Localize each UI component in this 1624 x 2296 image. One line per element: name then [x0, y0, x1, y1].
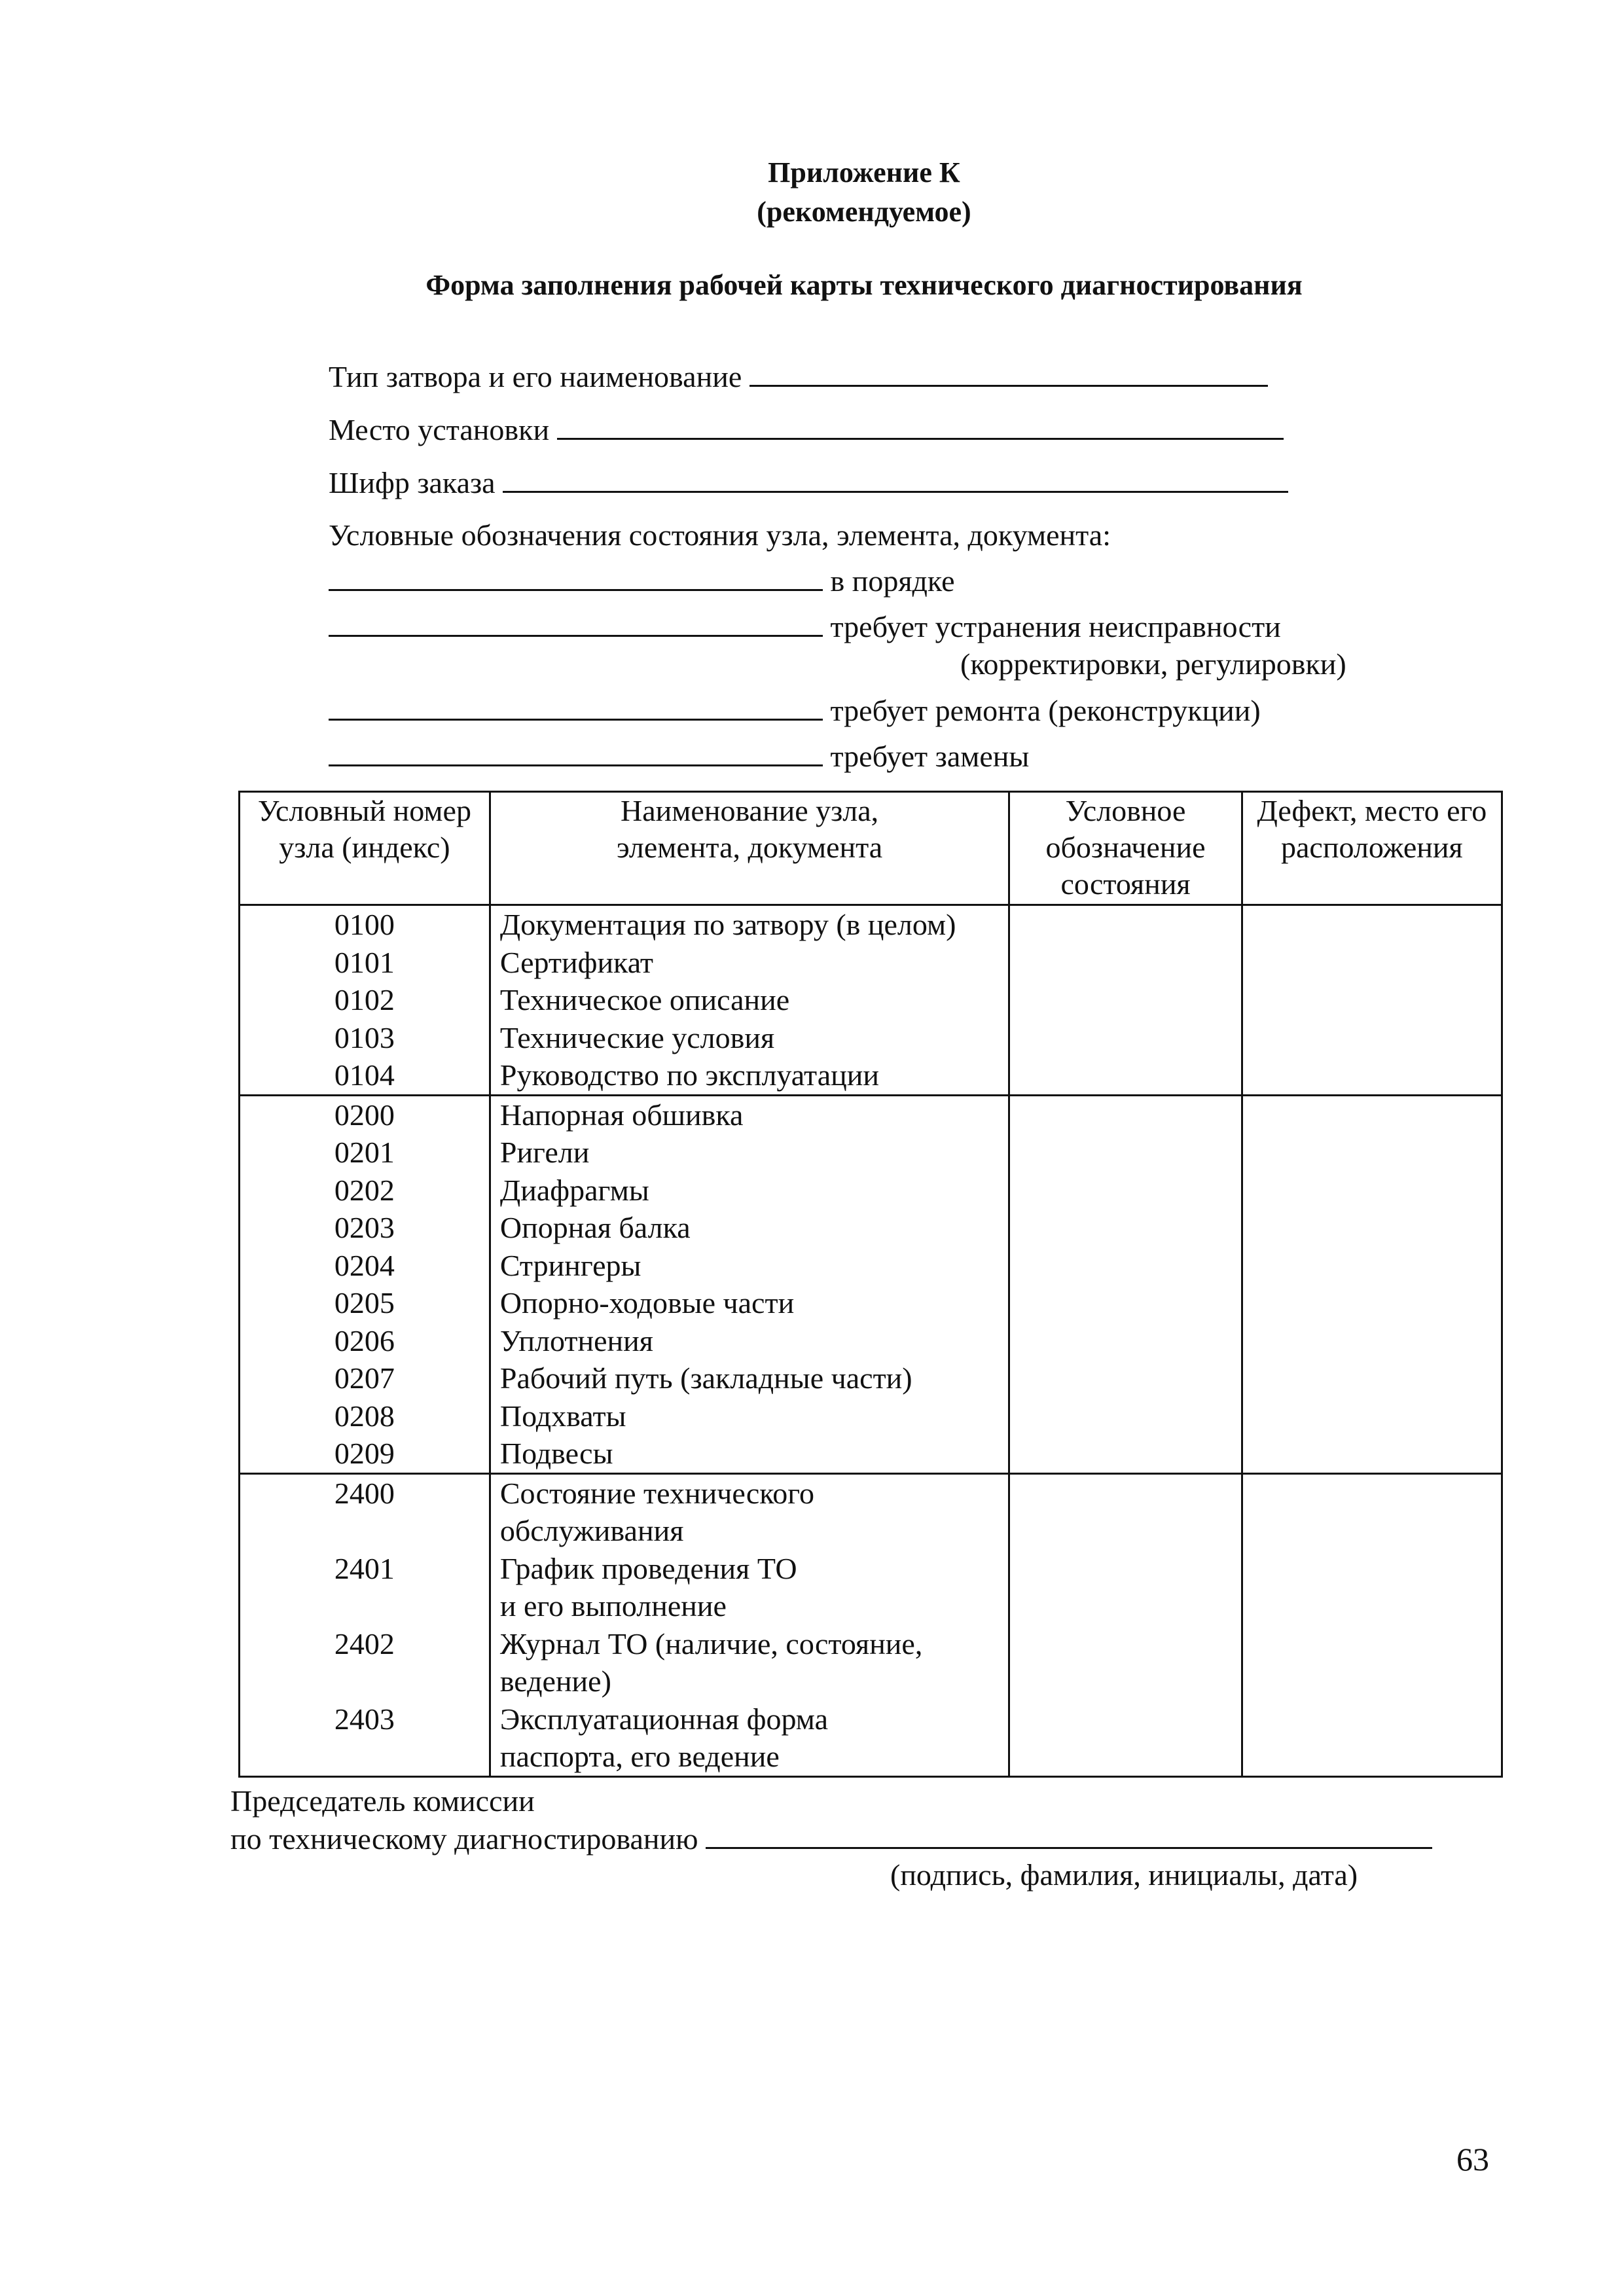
- header-state-line2: обозначение: [1045, 831, 1206, 864]
- location-field: [329, 412, 1284, 447]
- node-index: 0202: [334, 1173, 395, 1207]
- node-index: 0101: [334, 945, 395, 979]
- node-name: Руководство по эксплуатации: [499, 1058, 879, 1092]
- node-name: Напорная обшивка: [499, 1098, 744, 1132]
- node-index: 2403: [334, 1702, 395, 1736]
- node-index: 0209: [334, 1437, 395, 1470]
- node-name: и его выполнение: [499, 1589, 727, 1623]
- node-index-spacer: [240, 1662, 489, 1700]
- legend-text-repair: требует ремонта (реконструкции): [830, 694, 1261, 727]
- legend-text-fix: требует устранения неисправности: [830, 610, 1281, 643]
- name-cell: [490, 1095, 1009, 1473]
- order-code-label: Шифр заказа: [329, 466, 496, 499]
- header-name-line1: Наименование узла,: [621, 794, 879, 827]
- node-index: 0204: [334, 1248, 395, 1282]
- defect-cell[interactable]: [1242, 1473, 1502, 1776]
- node-index: 0200: [334, 1098, 395, 1132]
- node-index: 2401: [334, 1551, 395, 1585]
- legend-blank-ok[interactable]: [329, 563, 823, 591]
- header-name: [490, 792, 1009, 905]
- legend-note-fix: (корректировки, регулировки): [960, 647, 1346, 681]
- legend-item-ok: [329, 563, 955, 598]
- node-index: 2402: [334, 1626, 395, 1660]
- node-name: Подхваты: [499, 1399, 626, 1433]
- node-index: 0203: [334, 1211, 395, 1244]
- node-name: Сертификат: [499, 945, 654, 979]
- header-defect-line2: расположения: [1281, 831, 1463, 864]
- state-cell[interactable]: [1009, 905, 1242, 1096]
- header-index-line1: Условный номер: [257, 794, 471, 827]
- legend-title: Условные обозначения состояния узла, элемента, документа:: [329, 518, 1111, 552]
- table-group-row: [240, 1473, 1502, 1776]
- order-code-field: [329, 465, 1288, 500]
- index-cell: [240, 905, 490, 1096]
- state-cell[interactable]: [1009, 1473, 1242, 1776]
- state-cell[interactable]: [1009, 1095, 1242, 1473]
- name-cell: [490, 1473, 1009, 1776]
- header-name-line2: элемента, документа: [616, 831, 883, 864]
- node-index: 0206: [334, 1323, 395, 1357]
- legend-text-replace: требует замены: [830, 740, 1030, 773]
- order-code-blank[interactable]: [503, 465, 1288, 493]
- table-group-row: [240, 905, 1502, 1096]
- legend-text-ok: в порядке: [830, 564, 955, 598]
- legend-item-repair: [329, 692, 1261, 728]
- node-name: Технические условия: [499, 1020, 775, 1054]
- legend-blank-repair[interactable]: [329, 692, 823, 721]
- table-group-row: [240, 1095, 1502, 1473]
- header-index: [240, 792, 490, 905]
- node-name: Ригели: [499, 1136, 590, 1169]
- node-name: Документация по затвору (в целом): [499, 908, 956, 941]
- node-index: 0205: [334, 1286, 395, 1319]
- node-index: 0100: [334, 908, 395, 941]
- page-number: 63: [1456, 2141, 1489, 2178]
- node-name: Стрингеры: [499, 1248, 641, 1282]
- header-state: [1009, 792, 1242, 905]
- diagnostic-table: [238, 791, 1503, 1778]
- header-defect-line1: Дефект, место его: [1257, 794, 1487, 827]
- node-name: Эксплуатационная форма: [499, 1702, 828, 1736]
- appendix-status: (рекомендуемое): [757, 196, 971, 228]
- node-name: Подвесы: [499, 1437, 613, 1470]
- legend-blank-fix[interactable]: [329, 609, 823, 637]
- node-name: паспорта, его ведение: [499, 1740, 780, 1773]
- signature-line2-wrap: [230, 1821, 1432, 1856]
- table-header-row: [240, 792, 1502, 905]
- node-index: 0102: [334, 983, 395, 1016]
- header-state-line1: Условное: [1065, 794, 1186, 827]
- name-cell: [490, 905, 1009, 1096]
- node-name: Состояние технического: [499, 1476, 815, 1510]
- gate-type-label: Тип затвора и его наименование: [329, 360, 742, 393]
- gate-type-field: [329, 359, 1268, 394]
- form-title: Форма заполнения рабочей карты технического диагностирования: [425, 269, 1303, 301]
- node-index-spacer: [240, 1738, 489, 1776]
- legend-blank-replace[interactable]: [329, 738, 823, 766]
- signature-line2: по техническому диагностированию: [230, 1822, 698, 1856]
- node-name: Диафрагмы: [499, 1173, 649, 1207]
- index-cell: [240, 1473, 490, 1776]
- node-index: 2400: [334, 1476, 395, 1510]
- node-name: График проведения ТО: [499, 1551, 797, 1585]
- node-name: ведение): [499, 1664, 611, 1698]
- appendix-title: Приложение К: [768, 156, 960, 188]
- legend-item-replace: [329, 738, 1029, 774]
- node-index-spacer: [240, 1587, 489, 1625]
- index-cell: [240, 1095, 490, 1473]
- node-index-spacer: [240, 1512, 489, 1550]
- node-index: 0207: [334, 1361, 395, 1395]
- node-index: 0208: [334, 1399, 395, 1433]
- location-label: Место установки: [329, 413, 550, 446]
- node-name: обслуживания: [499, 1514, 684, 1547]
- header-index-line2: узла (индекс): [279, 831, 450, 864]
- legend-item-fix: [329, 609, 1281, 644]
- signature-caption: (подпись, фамилия, инициалы, дата): [890, 1858, 1358, 1892]
- node-index: 0103: [334, 1020, 395, 1054]
- node-name: Журнал ТО (наличие, состояние,: [499, 1626, 923, 1660]
- node-index: 0104: [334, 1058, 395, 1092]
- node-index: 0201: [334, 1136, 395, 1169]
- defect-cell[interactable]: [1242, 905, 1502, 1096]
- node-name: Опорная балка: [499, 1211, 691, 1244]
- gate-type-blank[interactable]: [749, 359, 1268, 387]
- node-name: Рабочий путь (закладные части): [499, 1361, 912, 1395]
- signature-line1: Председатель комиссии: [230, 1784, 535, 1818]
- defect-cell[interactable]: [1242, 1095, 1502, 1473]
- node-name: Уплотнения: [499, 1323, 653, 1357]
- node-name: Техническое описание: [499, 983, 790, 1016]
- node-name: Опорно-ходовые части: [499, 1286, 795, 1319]
- signature-blank[interactable]: [706, 1821, 1432, 1849]
- header-defect: [1242, 792, 1502, 905]
- header-state-line3: состояния: [1060, 867, 1191, 901]
- location-blank[interactable]: [557, 412, 1284, 440]
